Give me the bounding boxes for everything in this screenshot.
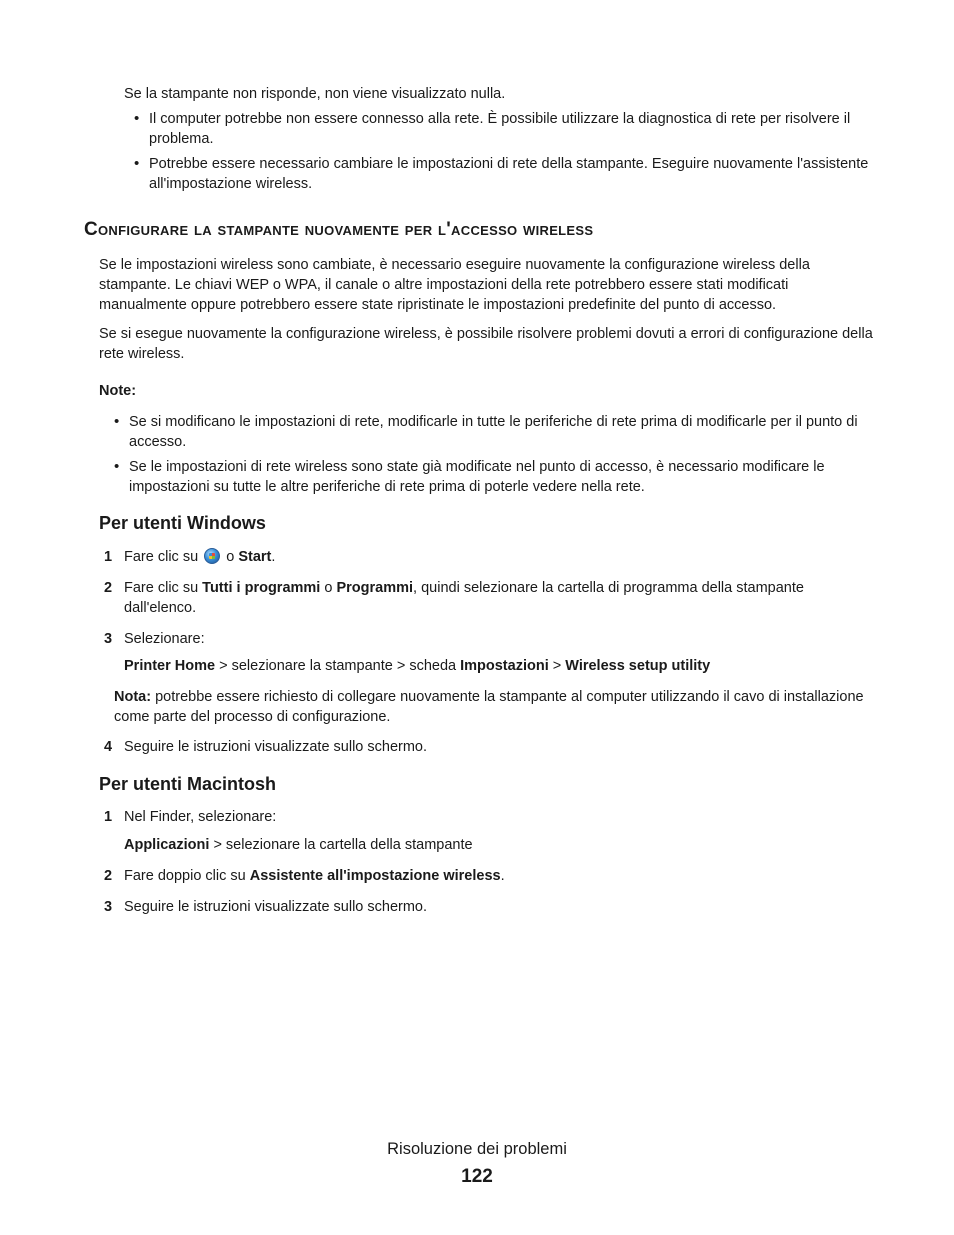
list-item: • Se si modificano le impostazioni di rete, modificarle in tutte le periferiche di rete prima di modificarle per il punto di accesso. — [129, 412, 869, 452]
windows-step-3: 3 Selezionare: — [104, 631, 205, 647]
section-paragraph-1: Se le impostazioni wireless sono cambiate, è necessario eseguire nuovamente la configurazione wireless della stampante. Le chiavi WEP o WPA, il canale o altre impostazioni della rete potrebbero essere stati modificati manualmente oppure potrebbero essere state ripristinate le impostazioni predefinite del punto di accesso. — [99, 257, 810, 313]
step-number: 1 — [104, 549, 113, 565]
list-item: • Se le impostazioni di rete wireless sono state già modificate nel punto di accesso, è necessario modificare le impostazioni su tutte le altre periferiche di rete prima di poterle vedere nella rete. — [129, 457, 869, 497]
windows-step-2: 2 Fare clic su Tutti i programmi o Programmi, quindi selezionare la cartella di programma della stampante dall'elenco. — [104, 580, 804, 616]
windows-step-1: 1 Fare clic su o Start. — [104, 549, 276, 565]
step-number: 2 — [104, 868, 113, 884]
intro-bullets — [149, 109, 874, 194]
step-number: 3 — [104, 899, 113, 915]
step-number: 1 — [104, 809, 113, 825]
section-title: Configurare la stampante nuovamente per l'accesso wireless — [84, 219, 594, 240]
mac-step-1: 1 Nel Finder, selezionare: — [104, 809, 277, 825]
mac-heading: Per utenti Macintosh — [99, 774, 277, 794]
step-number: 2 — [104, 580, 113, 596]
windows-step-4: 4 Seguire le istruzioni visualizzate sullo schermo. — [104, 739, 428, 755]
mac-step-2: 2 Fare doppio clic su Assistente all'impostazione wireless. — [104, 868, 505, 884]
windows-nota: Nota: potrebbe essere richiesto di collegare nuovamente la stampante al computer utilizzando il cavo di installazione come parte del processo di configurazione. — [114, 689, 864, 725]
footer-chapter-title: Risoluzione dei problemi — [387, 1140, 567, 1158]
list-item: • Il computer potrebbe non essere connesso alla rete. È possibile utilizzare la diagnostica di rete per risolvere il problema. — [149, 109, 874, 149]
mac-menu-path: Applicazioni > selezionare la cartella della stampante — [124, 837, 473, 853]
page-number: 122 — [461, 1166, 493, 1187]
notes-list — [129, 412, 869, 497]
step-number: 4 — [104, 739, 113, 755]
section-paragraph-2: Se si esegue nuovamente la configurazione wireless, è possibile risolvere problemi dovuti a errori di configurazione della rete wireless. — [99, 326, 873, 362]
windows-start-orb-icon — [204, 548, 220, 564]
step-number: 3 — [104, 631, 113, 647]
windows-heading: Per utenti Windows — [99, 513, 266, 533]
list-item: • Potrebbe essere necessario cambiare le impostazioni di rete della stampante. Eseguire nuovamente l'assistente all'impostazione wireless. — [149, 154, 874, 194]
notes-label: Note: — [99, 383, 137, 399]
intro-line: Se la stampante non risponde, non viene visualizzato nulla. — [124, 86, 506, 102]
windows-menu-path: Printer Home > selezionare la stampante > scheda Impostazioni > Wireless setup utility — [124, 658, 711, 674]
mac-step-3: 3 Seguire le istruzioni visualizzate sullo schermo. — [104, 899, 428, 915]
